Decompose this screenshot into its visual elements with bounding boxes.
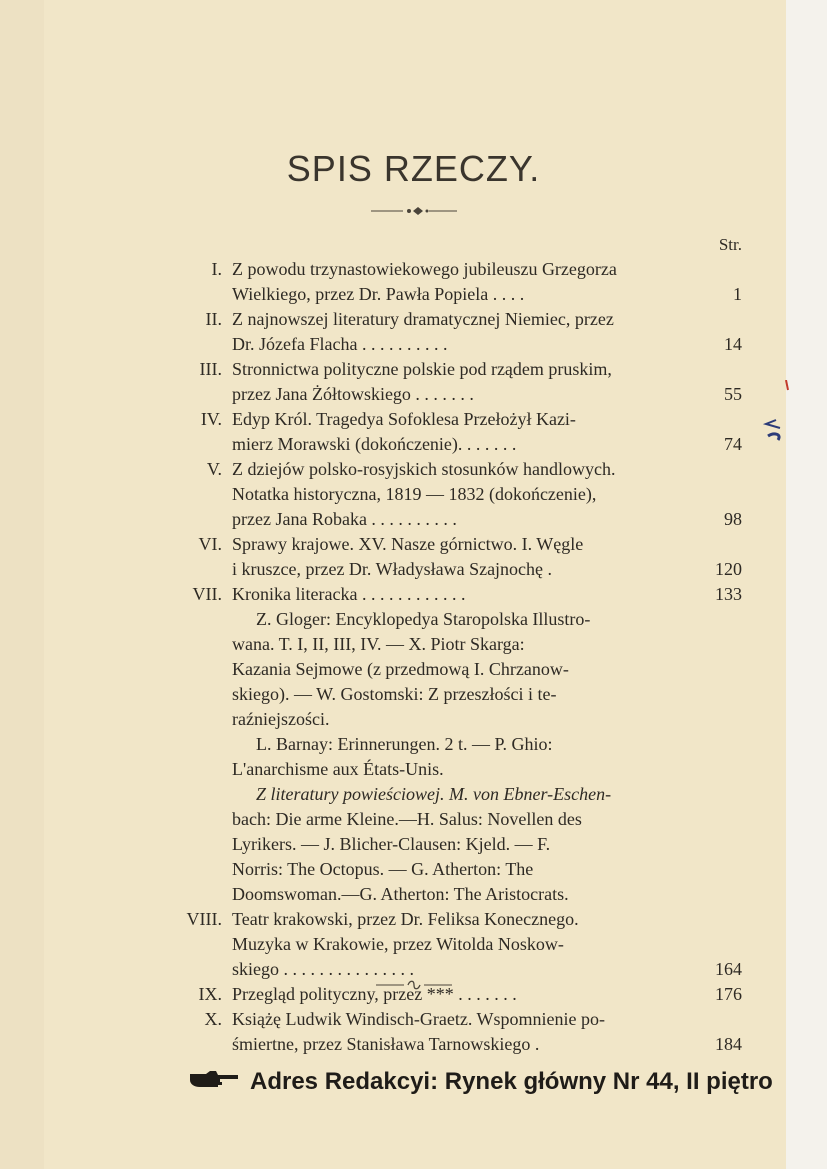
entry-page: 176: [715, 984, 742, 1004]
entry-page: 1: [733, 284, 742, 304]
entry-number: VIII.: [186, 909, 222, 929]
entry-title-line: śmiertne, przez Stanisława Tarnowskiego .: [232, 1034, 540, 1054]
entry-number: III.: [199, 359, 222, 379]
kronika-line: wana. T. I, II, III, IV. — X. Piotr Skarga:: [232, 634, 525, 654]
footer-text: Adres Redakcyi: Rynek główny Nr 44, II piętro: [250, 1068, 773, 1095]
kronika-line: Doomswoman.—G. Atherton: The Aristocrats.: [232, 884, 569, 904]
entry-number: I.: [211, 259, 222, 279]
kronika-line: skiego). — W. Gostomski: Z przeszłości i te-: [232, 684, 557, 704]
entry-number: IX.: [198, 984, 222, 1004]
entry-number: X.: [204, 1009, 222, 1029]
entry-title-line: Z powodu trzynastowiekowego jubileuszu Grzegorza: [232, 259, 617, 279]
page-title: SPIS RZECZY.: [286, 148, 541, 189]
ornament-divider-icon: [0, 204, 827, 218]
entry-page: 120: [715, 559, 742, 579]
editorial-address: [188, 1068, 773, 1102]
entry-page: 164: [715, 959, 742, 979]
pointing-hand-icon: [188, 1068, 240, 1097]
entry-title-line: Z najnowszej literatury dramatycznej Niemiec, przez: [232, 309, 614, 329]
entry-number: VII.: [192, 584, 222, 604]
entry-title-line: Sprawy krajowe. XV. Nasze górnictwo. I. Węgle: [232, 534, 584, 554]
kronika-line: raźniejszości.: [232, 709, 330, 729]
entry-page: 55: [724, 384, 742, 404]
entry-title-line: Przegląd polityczny, przez *** . . . . . . .: [232, 984, 517, 1004]
kronika-line: L'anarchisme aux États-Unis.: [232, 759, 444, 779]
entry-page: 184: [715, 1034, 742, 1054]
kronika-line: Norris: The Octopus. — G. Atherton: The: [232, 859, 534, 879]
entry-title-line: Notatka historyczna, 1819 — 1832 (dokończenie),: [232, 484, 597, 504]
entry-title-line: mierz Morawski (dokończenie). . . . . . .: [232, 434, 517, 454]
entry-title-line: Dr. Józefa Flacha . . . . . . . . . .: [232, 334, 448, 354]
entry-number: V.: [206, 459, 222, 479]
margin-pencil-marks: [760, 380, 796, 465]
kronika-line: bach: Die arme Kleine.—H. Salus: Novellen des: [232, 809, 582, 829]
entry-title-line: Stronnictwa polityczne polskie pod rządem pruskim,: [232, 359, 612, 379]
entry-number: IV.: [200, 409, 222, 429]
entry-title-line: Z dziejów polsko-rosyjskich stosunków handlowych.: [232, 459, 616, 479]
entry-title-line: Wielkiego, przez Dr. Pawła Popiela . . . .: [232, 284, 525, 304]
entry-page: 74: [724, 434, 742, 454]
entry-number: VI.: [198, 534, 222, 554]
ornament-divider-icon: [0, 978, 827, 992]
kronika-line: Z. Gloger: Encyklopedya Staropolska Illustro-: [256, 609, 591, 629]
entry-title-line: i kruszce, przez Dr. Władysława Szajnochę .: [232, 559, 553, 579]
entry-page: 14: [724, 334, 742, 354]
entry-page: 133: [715, 584, 742, 604]
kronika-line: Z literatury powieściowej. M. von Ebner-Eschen-: [256, 784, 612, 804]
entry-title-line: Muzyka w Krakowie, przez Witolda Noskow-: [232, 934, 564, 954]
entry-title-line: przez Jana Żółtowskiego . . . . . . .: [232, 384, 474, 404]
entry-title-line: Teatr krakowski, przez Dr. Feliksa Konecznego.: [232, 909, 579, 929]
kronika-line: Lyrikers. — J. Blicher-Clausen: Kjeld. — F.: [232, 834, 551, 854]
entry-title-line: Książę Ludwik Windisch-Graetz. Wspomnienie po-: [232, 1009, 606, 1029]
entry-number: II.: [205, 309, 222, 329]
entry-title-line: Kronika literacka . . . . . . . . . . . .: [232, 584, 466, 604]
entry-title-line: przez Jana Robaka . . . . . . . . . .: [232, 509, 457, 529]
entry-title-line: skiego . . . . . . . . . . . . . . .: [232, 959, 414, 979]
page-column-label: Str.: [718, 235, 742, 254]
kronika-line: L. Barnay: Erinnerungen. 2 t. — P. Ghio:: [256, 734, 553, 754]
entry-title-line: Edyp Król. Tragedya Sofoklesa Przełożył Kazi-: [232, 409, 576, 429]
entry-page: 98: [724, 509, 742, 529]
kronika-line: Kazania Sejmowe (z przedmową I. Chrzanow-: [232, 659, 569, 679]
